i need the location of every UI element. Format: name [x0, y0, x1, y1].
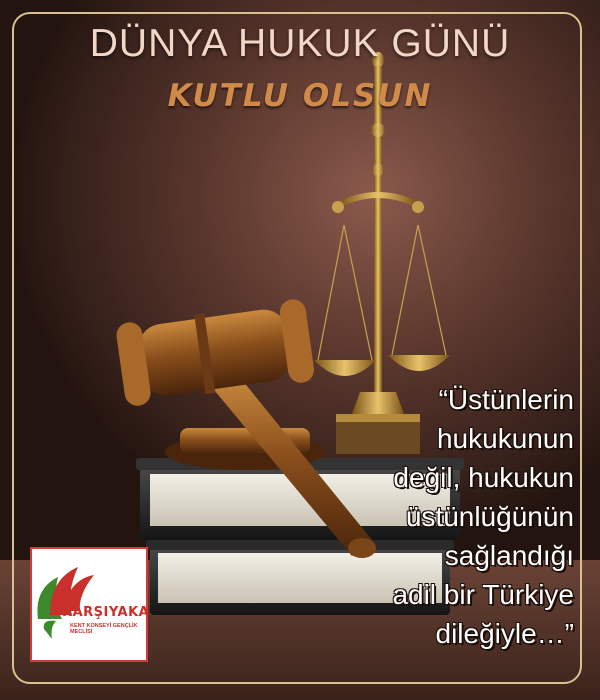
quote-line: sağlandığı [444, 540, 574, 571]
quote-line: hukukunun [436, 423, 574, 454]
quote-line: dileğiyle…” [435, 618, 574, 649]
poster-title: DÜNYA HUKUK GÜNÜ [89, 22, 511, 65]
poster-subtitle: KUTLU OLSUN [167, 78, 433, 114]
quote-text [274, 380, 574, 653]
quote-line: adil bir Türkiye [392, 579, 574, 610]
quote-line: “Üstünlerin [438, 384, 574, 415]
logo-subtitle: KENT KONSEYİ GENÇLİK MECLİSİ [70, 623, 138, 635]
quote-line: değil, hukukun [393, 462, 574, 493]
quote-line: üstünlüğünün [405, 501, 574, 532]
logo-name: KARŞIYAKA [62, 605, 150, 620]
karsiyaka-logo [30, 547, 148, 662]
